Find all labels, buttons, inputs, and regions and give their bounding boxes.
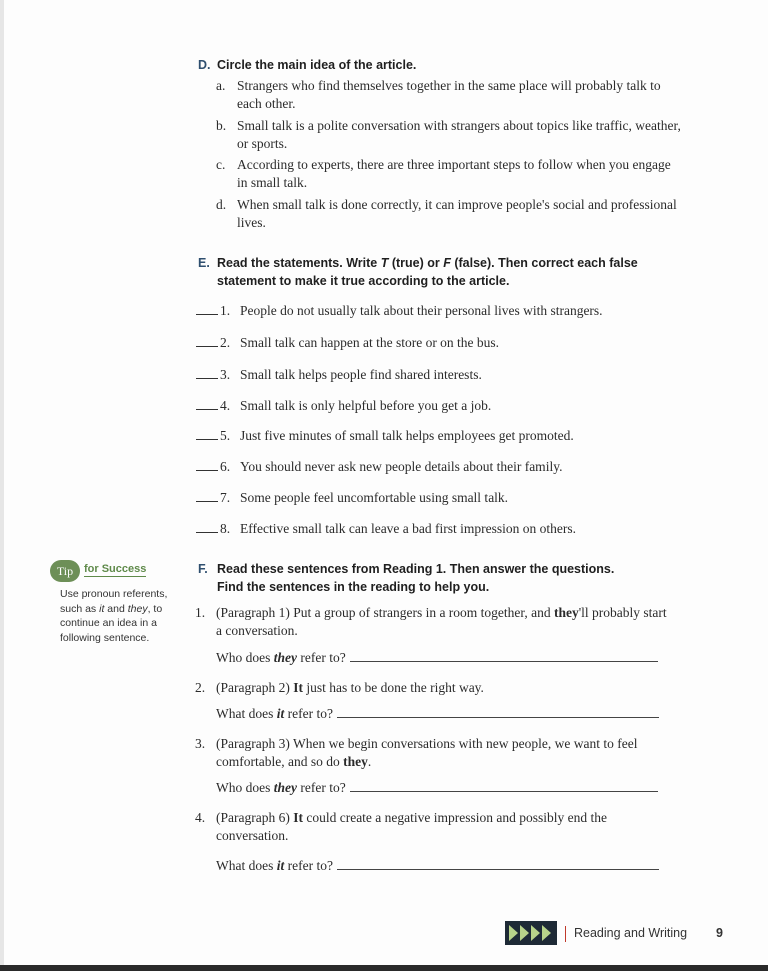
statement-number: 5. xyxy=(220,428,231,443)
answer-2 xyxy=(216,705,659,723)
answer-blank[interactable] xyxy=(196,304,218,315)
statement-5 xyxy=(196,427,574,445)
option-label: d. xyxy=(216,197,227,212)
tip-text-they: they xyxy=(127,602,148,615)
question-text xyxy=(216,604,676,640)
statement-text: Just five minutes of small talk helps employees get promoted. xyxy=(240,428,574,443)
statement-2 xyxy=(196,334,499,352)
question-text-part: 'll probably start a conversation. xyxy=(216,605,667,638)
scan-edge-bottom xyxy=(0,965,768,971)
question-4 xyxy=(195,809,685,845)
instruction-part: Read the statements. Write xyxy=(217,256,381,270)
ask-word: they xyxy=(273,780,297,795)
answer-blank[interactable] xyxy=(196,522,218,533)
section-instruction: Circle the main idea of the article. xyxy=(217,58,417,72)
tip-text-part: Use pronoun referents, such as xyxy=(60,588,168,615)
statement-text: Effective small talk can leave a bad first impression on others. xyxy=(240,521,577,536)
answer-blank[interactable] xyxy=(196,368,218,379)
tip-title: for Success xyxy=(84,563,147,575)
statement-number: 2. xyxy=(220,335,231,350)
option-a[interactable] xyxy=(216,77,686,113)
answer-blank[interactable] xyxy=(196,336,218,347)
question-text-part: (Paragraph 2) xyxy=(216,680,294,695)
statement-number: 8. xyxy=(220,521,231,536)
option-label: a. xyxy=(216,78,226,93)
statement-text: Small talk helps people find shared interests. xyxy=(240,367,482,382)
option-b[interactable] xyxy=(216,117,686,153)
question-text-part: could create a negative impression and possibly end the conversation. xyxy=(216,810,608,843)
statement-8 xyxy=(196,520,576,538)
option-label: c. xyxy=(216,157,226,172)
section-letter: E. xyxy=(198,256,210,270)
footer-book-title: Reading and Writing xyxy=(574,926,688,940)
section-d-heading xyxy=(198,56,416,74)
ask-part: Who does xyxy=(216,780,274,795)
statement-text: People do not usually talk about their personal lives with strangers. xyxy=(240,303,603,318)
question-2 xyxy=(195,679,685,697)
answer-1 xyxy=(216,649,658,667)
ask-part: Who does xyxy=(216,650,274,665)
option-text: According to experts, there are three important steps to follow when you engage in small talk. xyxy=(237,157,671,190)
question-text xyxy=(216,735,676,771)
scan-edge xyxy=(0,0,4,971)
answer-3 xyxy=(216,779,658,797)
question-1 xyxy=(195,604,685,640)
referent-word: they xyxy=(554,605,579,620)
question-text-part: (Paragraph 6) xyxy=(216,810,294,825)
statement-3 xyxy=(196,366,482,384)
instruction-part: (false). Then correct each false xyxy=(450,256,638,270)
question-number: 1. xyxy=(195,605,206,620)
statement-text: Small talk can happen at the store or on the bus. xyxy=(240,335,500,350)
option-text: Strangers who find themselves together in the same place will probably talk to each other. xyxy=(237,78,661,111)
question-number: 2. xyxy=(195,680,206,695)
tip-text-part: , to continue an idea in a following sentence. xyxy=(60,602,163,644)
answer-line[interactable] xyxy=(350,649,658,662)
statement-number: 7. xyxy=(220,490,231,505)
instruction-line-2: statement to make it true according to the article. xyxy=(217,274,510,288)
ask-part: What does xyxy=(216,858,277,873)
instruction-f: F xyxy=(443,256,451,270)
tip-text-part: and xyxy=(104,602,128,615)
statement-number: 4. xyxy=(220,398,231,413)
section-e-heading xyxy=(198,254,638,290)
footer-divider xyxy=(565,926,566,942)
ask-word: it xyxy=(276,706,285,721)
referent-word: It xyxy=(293,680,303,695)
question-text-part: (Paragraph 1) Put a group of strangers in a room together, and xyxy=(216,605,554,620)
option-c[interactable] xyxy=(216,156,686,192)
ask-part: refer to? xyxy=(284,858,333,873)
question-number: 3. xyxy=(195,736,206,751)
statement-1 xyxy=(196,302,603,320)
section-letter: D. xyxy=(198,58,211,72)
section-letter: F. xyxy=(198,562,208,576)
footer-arrows-icon xyxy=(505,921,557,945)
question-text xyxy=(216,809,676,845)
answer-blank[interactable] xyxy=(196,429,218,440)
tip-badge: Tip xyxy=(50,560,80,582)
option-text: When small talk is done correctly, it can improve people's social and professional lives. xyxy=(237,197,677,230)
question-text-part: just has to be done the right way. xyxy=(302,680,484,695)
instruction-t: T xyxy=(380,256,389,270)
referent-word: It xyxy=(293,810,303,825)
answer-blank[interactable] xyxy=(196,460,218,471)
section-f-heading xyxy=(198,560,614,596)
statement-6 xyxy=(196,458,562,476)
tip-text-it: it xyxy=(99,602,105,615)
option-d[interactable] xyxy=(216,196,686,232)
ask-word: they xyxy=(273,650,297,665)
statement-number: 3. xyxy=(220,367,231,382)
answer-blank[interactable] xyxy=(196,399,218,410)
ask-part: refer to? xyxy=(297,780,346,795)
ask-part: What does xyxy=(216,706,277,721)
question-text-part: . xyxy=(367,754,372,769)
answer-4 xyxy=(216,857,659,875)
statement-text: You should never ask new people details about their family. xyxy=(240,459,563,474)
option-label: b. xyxy=(216,118,227,133)
statement-number: 1. xyxy=(220,303,231,318)
statement-4 xyxy=(196,397,491,415)
answer-line[interactable] xyxy=(350,779,658,792)
statement-text: Some people feel uncomfortable using small talk. xyxy=(240,490,509,505)
answer-blank[interactable] xyxy=(196,491,218,502)
referent-word: they xyxy=(343,754,368,769)
page-number: 9 xyxy=(716,926,723,940)
ask-part: refer to? xyxy=(284,706,333,721)
question-number: 4. xyxy=(195,810,206,825)
statement-7 xyxy=(196,489,508,507)
statement-text: Small talk is only helpful before you get a job. xyxy=(240,398,492,413)
option-text: Small talk is a polite conversation with strangers about topics like traffic, weather, or sports. xyxy=(237,118,681,151)
statement-number: 6. xyxy=(220,459,231,474)
instruction-line-1: Read these sentences from Reading 1. Then answer the questions. xyxy=(217,562,615,576)
question-3 xyxy=(195,735,685,771)
answer-line[interactable] xyxy=(337,857,659,870)
question-text-part: (Paragraph 3) When we begin conversations with new people, we want to feel comfortable, and so do xyxy=(216,736,638,769)
question-text xyxy=(216,679,676,697)
tip-text xyxy=(60,587,180,645)
answer-line[interactable] xyxy=(337,705,659,718)
ask-word: it xyxy=(276,858,285,873)
instruction-line-2: Find the sentences in the reading to help you. xyxy=(217,580,490,594)
instruction-part: (true) or xyxy=(388,256,444,270)
ask-part: refer to? xyxy=(297,650,346,665)
